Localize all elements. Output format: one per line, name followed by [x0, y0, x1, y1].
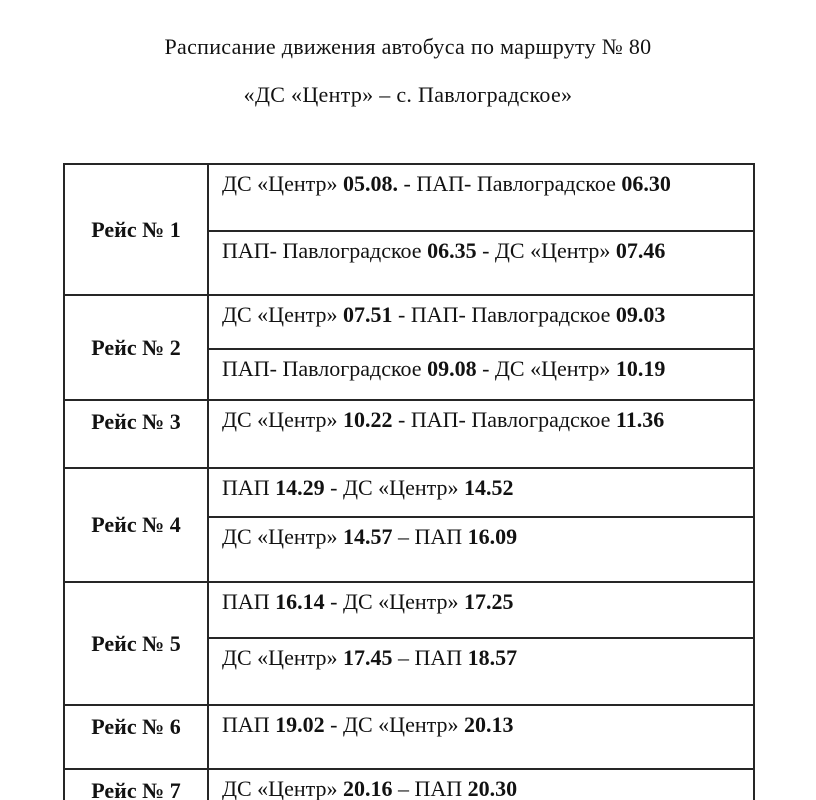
- table-row: [64, 468, 754, 517]
- trip-text: ДС «Центр»: [222, 524, 343, 549]
- trip-time: 18.57: [467, 645, 518, 670]
- trip-cell: [208, 231, 754, 295]
- trip-time: 10.19: [615, 356, 666, 381]
- trip-text: ДС «Центр»: [222, 407, 343, 432]
- trip-cell: [208, 400, 754, 468]
- trip-label: Рейс № 7: [64, 769, 208, 800]
- trip-text: ПАП: [222, 475, 276, 500]
- trip-text: – ПАП: [392, 524, 468, 549]
- trip-cell: [208, 517, 754, 582]
- trip-time: 14.57: [343, 524, 393, 549]
- trip-text: ПАП: [222, 589, 276, 614]
- trip-label: Рейс № 3: [64, 400, 208, 468]
- trip-text: - ПАП- Павлоградское: [392, 407, 616, 432]
- trip-time: 17.25: [464, 589, 514, 614]
- trip-time: 19.02: [275, 712, 325, 737]
- trip-cell: [208, 705, 754, 769]
- trip-cell: [208, 295, 754, 349]
- trip-time: 07.51: [343, 302, 393, 327]
- trip-label: Рейс № 1: [64, 164, 208, 295]
- trip-cell: [208, 164, 754, 231]
- trip-cell: [208, 349, 754, 400]
- trip-time: 20.30: [467, 776, 518, 800]
- trip-text: – ПАП: [392, 776, 468, 800]
- trip-label: Рейс № 6: [64, 705, 208, 769]
- trip-text: – ПАП: [392, 645, 468, 670]
- trip-text: - ДС «Центр»: [324, 589, 464, 614]
- trip-text: - ДС «Центр»: [324, 712, 464, 737]
- trip-text: ДС «Центр»: [222, 645, 343, 670]
- page-subtitle: «ДС «Центр» – с. Павлоградское»: [243, 82, 573, 107]
- table-row: [64, 295, 754, 349]
- trip-time: 20.16: [343, 776, 393, 800]
- trip-time: 14.52: [464, 475, 514, 500]
- trip-text: ПАП- Павлоградское: [222, 238, 428, 263]
- trip-cell: [208, 468, 754, 517]
- trip-text: - ДС «Центр»: [476, 238, 616, 263]
- trip-time: 16.14: [275, 589, 325, 614]
- trip-label: Рейс № 2: [64, 295, 208, 400]
- page-title: Расписание движения автобуса по маршруту № 80: [164, 34, 652, 59]
- trip-time: 09.08: [427, 356, 477, 381]
- trip-time: 17.45: [343, 645, 393, 670]
- table-row: [64, 769, 754, 800]
- trip-time: 06.35: [427, 238, 477, 263]
- trip-time: 05.08.: [343, 171, 398, 196]
- trip-text: - ПАП- Павлоградское: [392, 302, 616, 327]
- table-row: [64, 164, 754, 231]
- trip-cell: [208, 582, 754, 638]
- table-row: [64, 582, 754, 638]
- schedule-table: [63, 163, 755, 800]
- trip-text: - ДС «Центр»: [476, 356, 616, 381]
- trip-text: ПАП: [222, 712, 276, 737]
- trip-label: Рейс № 5: [64, 582, 208, 705]
- trip-time: 14.29: [275, 475, 325, 500]
- trip-text: - ПАП- Павлоградское: [398, 171, 622, 196]
- trip-time: 11.36: [615, 407, 665, 432]
- trip-time: 07.46: [615, 238, 666, 263]
- trip-cell: [208, 769, 754, 800]
- trip-text: ПАП- Павлоградское: [222, 356, 428, 381]
- table-row: [64, 705, 754, 769]
- trip-text: - ДС «Центр»: [324, 475, 464, 500]
- trip-time: 20.13: [464, 712, 514, 737]
- trip-label: Рейс № 4: [64, 468, 208, 582]
- trip-time: 09.03: [615, 302, 666, 327]
- trip-time: 06.30: [621, 171, 671, 196]
- trip-time: 10.22: [343, 407, 393, 432]
- trip-cell: [208, 638, 754, 705]
- trip-text: ДС «Центр»: [222, 171, 343, 196]
- table-row: [64, 400, 754, 468]
- trip-text: ДС «Центр»: [222, 302, 343, 327]
- trip-time: 16.09: [467, 524, 518, 549]
- trip-text: ДС «Центр»: [222, 776, 343, 800]
